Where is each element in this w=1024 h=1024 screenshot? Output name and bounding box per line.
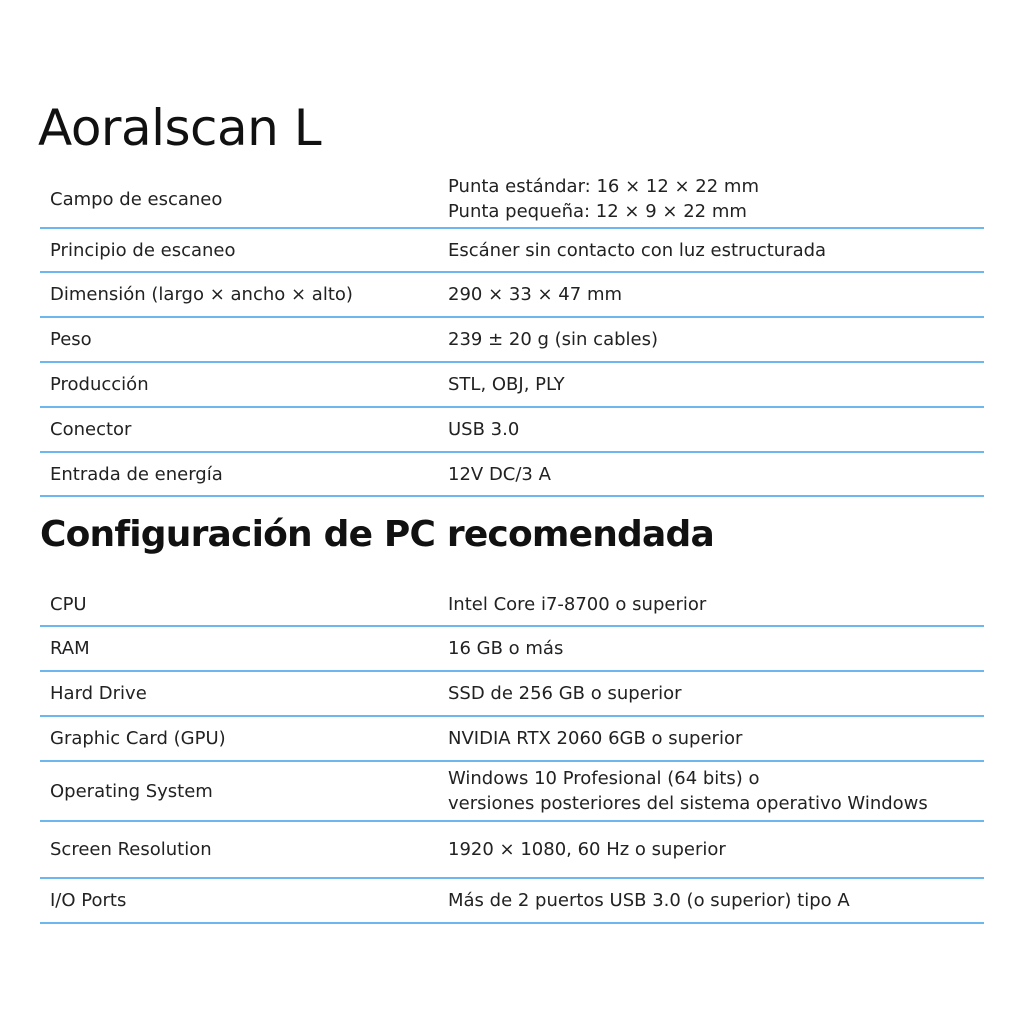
spec-value-line: versiones posteriores del sistema operativo Windows	[448, 793, 928, 814]
spec-label: Producción	[50, 374, 149, 395]
table-row	[40, 363, 984, 408]
pc-spec-table	[40, 583, 984, 924]
spec-value-line: 239 ± 20 g (sin cables)	[448, 329, 659, 350]
spec-value	[448, 837, 984, 862]
spec-label: I/O Ports	[50, 890, 127, 911]
spec-value-line: 16 GB o más	[448, 638, 564, 659]
spec-value	[448, 592, 984, 617]
spec-label: Principio de escaneo	[50, 239, 236, 261]
table-row	[40, 672, 984, 717]
spec-label: CPU	[50, 593, 87, 615]
spec-value-line: SSD de 256 GB o superior	[448, 683, 682, 704]
spec-value-line: Windows 10 Profesional (64 bits) o	[448, 768, 760, 789]
table-row	[40, 318, 984, 363]
spec-value-line: Punta estándar: 16 × 12 × 22 mm	[448, 176, 759, 197]
table-row	[40, 762, 984, 822]
spec-label: Screen Resolution	[50, 839, 212, 860]
spec-value-line: Más de 2 puertos USB 3.0 (o superior) tipo A	[448, 890, 850, 911]
table-row	[40, 408, 984, 453]
spec-value	[448, 417, 984, 442]
table-row	[40, 229, 984, 273]
spec-value-line: Escáner sin contacto con luz estructurada	[448, 239, 827, 261]
table-row	[40, 171, 984, 229]
spec-value	[448, 462, 984, 487]
spec-value	[448, 372, 984, 397]
spec-label: Peso	[50, 329, 92, 350]
spec-label: Campo de escaneo	[50, 188, 223, 210]
spec-label: Entrada de energía	[50, 463, 223, 485]
spec-value	[448, 174, 984, 224]
spec-value-line: USB 3.0	[448, 419, 520, 440]
spec-label: Graphic Card (GPU)	[50, 728, 226, 749]
pc-config-title: Configuración de PC recomendada	[40, 514, 714, 555]
table-row	[40, 583, 984, 627]
spec-value	[448, 282, 984, 307]
spec-value	[448, 888, 984, 913]
product-title: Aoralscan L	[38, 99, 322, 157]
spec-value-line: 12V DC/3 A	[448, 463, 551, 485]
table-row	[40, 879, 984, 924]
spec-value-line: STL, OBJ, PLY	[448, 374, 565, 395]
spec-label: RAM	[50, 638, 90, 659]
spec-value	[448, 327, 984, 352]
spec-label: Hard Drive	[50, 683, 147, 704]
table-row	[40, 717, 984, 762]
spec-value-line: NVIDIA RTX 2060 6GB o superior	[448, 728, 743, 749]
table-row	[40, 822, 984, 879]
scanner-spec-table	[40, 171, 984, 497]
spec-value	[448, 766, 984, 816]
spec-label: Dimensión (largo × ancho × alto)	[50, 284, 353, 305]
spec-value-line: Punta pequeña: 12 × 9 × 22 mm	[448, 201, 747, 222]
table-row	[40, 453, 984, 497]
table-row	[40, 273, 984, 318]
spec-value-line: 290 × 33 × 47 mm	[448, 284, 623, 305]
spec-label: Operating System	[50, 780, 213, 802]
spec-value-line: Intel Core i7-8700 o superior	[448, 593, 707, 615]
spec-label: Conector	[50, 419, 132, 440]
spec-value	[448, 238, 984, 263]
spec-value	[448, 636, 984, 661]
spec-value	[448, 726, 984, 751]
table-row	[40, 627, 984, 672]
spec-value	[448, 681, 984, 706]
spec-value-line: 1920 × 1080, 60 Hz o superior	[448, 839, 726, 860]
